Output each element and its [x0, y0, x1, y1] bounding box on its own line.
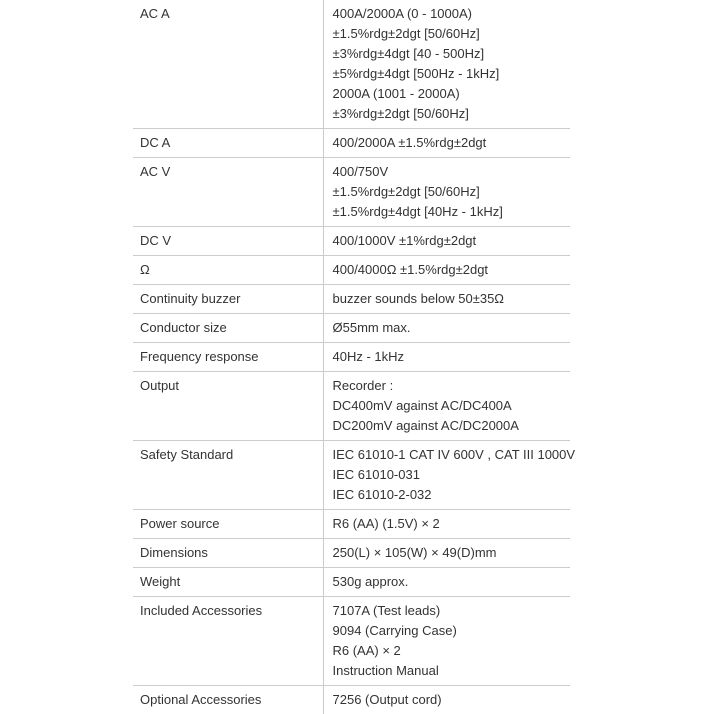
table-row — [133, 0, 570, 129]
spec-value-line: 400A/2000A (0 - 1000A) — [333, 4, 563, 24]
spec-value-line: ±3%rdg±2dgt [50/60Hz] — [333, 104, 563, 124]
spec-label: Weight — [133, 568, 323, 597]
table-row — [133, 129, 570, 158]
spec-value — [323, 285, 570, 314]
table-row — [133, 510, 570, 539]
table-row — [133, 285, 570, 314]
spec-value-line: Ø55mm max. — [333, 318, 563, 338]
spec-value — [323, 256, 570, 285]
spec-table — [133, 0, 570, 714]
spec-value-line: buzzer sounds below 50±35Ω — [333, 289, 563, 309]
spec-value-line: 530g approx. — [333, 572, 563, 592]
spec-value — [323, 227, 570, 256]
spec-value — [323, 158, 570, 227]
spec-label: AC V — [133, 158, 323, 227]
spec-value-line: 400/2000A ±1.5%rdg±2dgt — [333, 133, 563, 153]
spec-value-line: ±1.5%rdg±4dgt [40Hz - 1kHz] — [333, 202, 563, 222]
spec-value-line: 7107A (Test leads) — [333, 601, 563, 621]
table-row — [133, 158, 570, 227]
spec-label: Frequency response — [133, 343, 323, 372]
spec-value-line: ±1.5%rdg±2dgt [50/60Hz] — [333, 182, 563, 202]
spec-label: Continuity buzzer — [133, 285, 323, 314]
spec-value-line: R6 (AA) (1.5V) × 2 — [333, 514, 563, 534]
spec-value — [323, 510, 570, 539]
table-row — [133, 441, 570, 510]
spec-value-line: 400/4000Ω ±1.5%rdg±2dgt — [333, 260, 563, 280]
spec-value — [323, 372, 570, 441]
spec-value-line: 250(L) × 105(W) × 49(D)mm — [333, 543, 563, 563]
spec-value — [323, 686, 570, 714]
spec-label: Included Accessories — [133, 597, 323, 686]
spec-label: AC A — [133, 0, 323, 129]
table-row — [133, 372, 570, 441]
spec-table-body — [133, 0, 570, 714]
spec-label: Optional Accessories — [133, 686, 323, 714]
spec-value — [323, 597, 570, 686]
spec-value-line: IEC 61010-031 — [333, 465, 563, 485]
spec-value-line: R6 (AA) × 2 — [333, 641, 563, 661]
spec-value-line: DC200mV against AC/DC2000A — [333, 416, 563, 436]
spec-value-line: 7256 (Output cord) — [333, 690, 563, 710]
spec-value — [323, 539, 570, 568]
spec-label: Output — [133, 372, 323, 441]
spec-value-line: 9094 (Carrying Case) — [333, 621, 563, 641]
spec-value-line: ±3%rdg±4dgt [40 - 500Hz] — [333, 44, 563, 64]
spec-label: Dimensions — [133, 539, 323, 568]
spec-value-line: Recorder : — [333, 376, 563, 396]
spec-value-line: IEC 61010-1 CAT IV 600V , CAT III 1000V — [333, 445, 563, 465]
table-row — [133, 539, 570, 568]
spec-value — [323, 441, 570, 510]
table-row — [133, 343, 570, 372]
spec-value-line: 40Hz - 1kHz — [333, 347, 563, 367]
spec-value-line: 2000A (1001 - 2000A) — [333, 84, 563, 104]
table-row — [133, 568, 570, 597]
spec-label: DC V — [133, 227, 323, 256]
table-row — [133, 227, 570, 256]
table-row — [133, 686, 570, 714]
spec-value-line: DC400mV against AC/DC400A — [333, 396, 563, 416]
table-row — [133, 256, 570, 285]
spec-label: Power source — [133, 510, 323, 539]
spec-label: DC A — [133, 129, 323, 158]
spec-value — [323, 0, 570, 129]
spec-label: Ω — [133, 256, 323, 285]
spec-label: Conductor size — [133, 314, 323, 343]
spec-value-line: IEC 61010-2-032 — [333, 485, 563, 505]
table-row — [133, 597, 570, 686]
spec-value-line: ±5%rdg±4dgt [500Hz - 1kHz] — [333, 64, 563, 84]
table-row — [133, 314, 570, 343]
spec-value-line: 400/1000V ±1%rdg±2dgt — [333, 231, 563, 251]
spec-value-line: 400/750V — [333, 162, 563, 182]
spec-value — [323, 129, 570, 158]
spec-value-line: ±1.5%rdg±2dgt [50/60Hz] — [333, 24, 563, 44]
spec-value — [323, 314, 570, 343]
spec-value — [323, 343, 570, 372]
spec-value-line: Instruction Manual — [333, 661, 563, 681]
spec-label: Safety Standard — [133, 441, 323, 510]
spec-value — [323, 568, 570, 597]
